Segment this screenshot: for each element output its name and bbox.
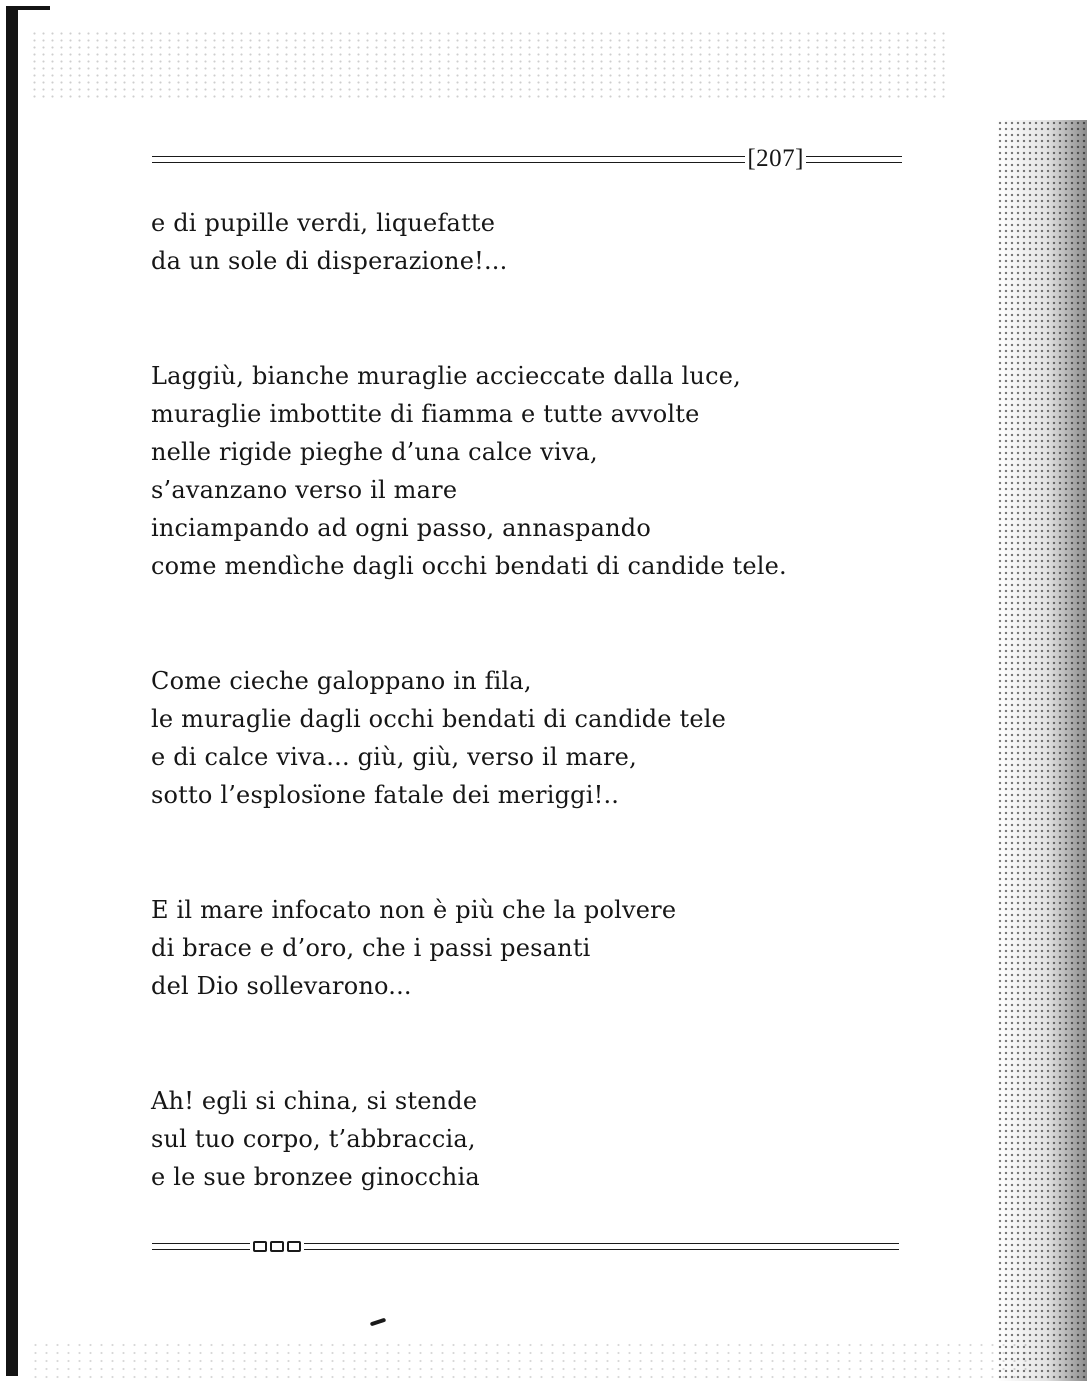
- page-header: [152, 146, 902, 172]
- stanza: [151, 357, 851, 585]
- stanza-break: [151, 585, 851, 662]
- poem-line: sul tuo corpo, t’abbraccia,: [151, 1125, 476, 1153]
- scan-noise-bottom: [30, 1341, 1030, 1381]
- page-footer-ornament: [152, 1237, 899, 1255]
- page-binding-cap: [6, 6, 50, 10]
- page-number: [207]: [747, 145, 804, 172]
- ornament-box-icon: [270, 1241, 284, 1252]
- page-binding-edge: [6, 6, 18, 1376]
- poem-line: sotto l’esplosïone fatale dei meriggi!..: [151, 781, 620, 809]
- scan-noise-right: [997, 120, 1087, 1381]
- poem-line: da un sole di disperazione!...: [151, 247, 508, 275]
- stanza: [151, 204, 851, 280]
- poem-line: e di pupille verdi, liquefatte: [151, 209, 496, 237]
- poem-line: del Dio sollevarono...: [151, 972, 412, 1000]
- poem-line: E il mare infocato non è più che la polvere: [151, 896, 677, 924]
- ink-smudge: [370, 1318, 386, 1327]
- footer-rule-right: [304, 1243, 899, 1250]
- ornament-box-icon: [253, 1241, 267, 1252]
- poem-line: s’avanzano verso il mare: [151, 476, 458, 504]
- poem-line: Ah! egli si china, si stende: [151, 1087, 478, 1115]
- poem-line: Laggiù, bianche muraglie accieccate dalla luce,: [151, 362, 741, 390]
- poem-line: e le sue bronzee ginocchia: [151, 1163, 480, 1191]
- footer-rule-left: [152, 1243, 250, 1250]
- poem-line: come mendìche dagli occhi bendati di candide tele.: [151, 552, 787, 580]
- poem-line: e di calce viva... giù, giù, verso il mare,: [151, 743, 637, 771]
- header-rule-left: [152, 156, 745, 163]
- stanza: [151, 1082, 851, 1196]
- poem-line: nelle rigide pieghe d’una calce viva,: [151, 438, 598, 466]
- stanza: [151, 662, 851, 814]
- header-rule-right: [806, 156, 902, 163]
- poem-line: muraglie imbottite di fiamma e tutte avvolte: [151, 400, 700, 428]
- poem-line: di brace e d’oro, che i passi pesanti: [151, 934, 591, 962]
- stanza-break: [151, 280, 851, 357]
- poem-line: inciampando ad ogni passo, annaspando: [151, 514, 651, 542]
- ornament-box-icon: [287, 1241, 301, 1252]
- poem-line: le muraglie dagli occhi bendati di candide tele: [151, 705, 727, 733]
- stanza-break: [151, 814, 851, 891]
- stanza: [151, 891, 851, 1005]
- ornament-boxes: [250, 1241, 304, 1252]
- scan-noise-top: [30, 30, 950, 100]
- stanza-break: [151, 1005, 851, 1082]
- poem-body: [151, 204, 851, 1196]
- poem-line: Come cieche galoppano in fila,: [151, 667, 532, 695]
